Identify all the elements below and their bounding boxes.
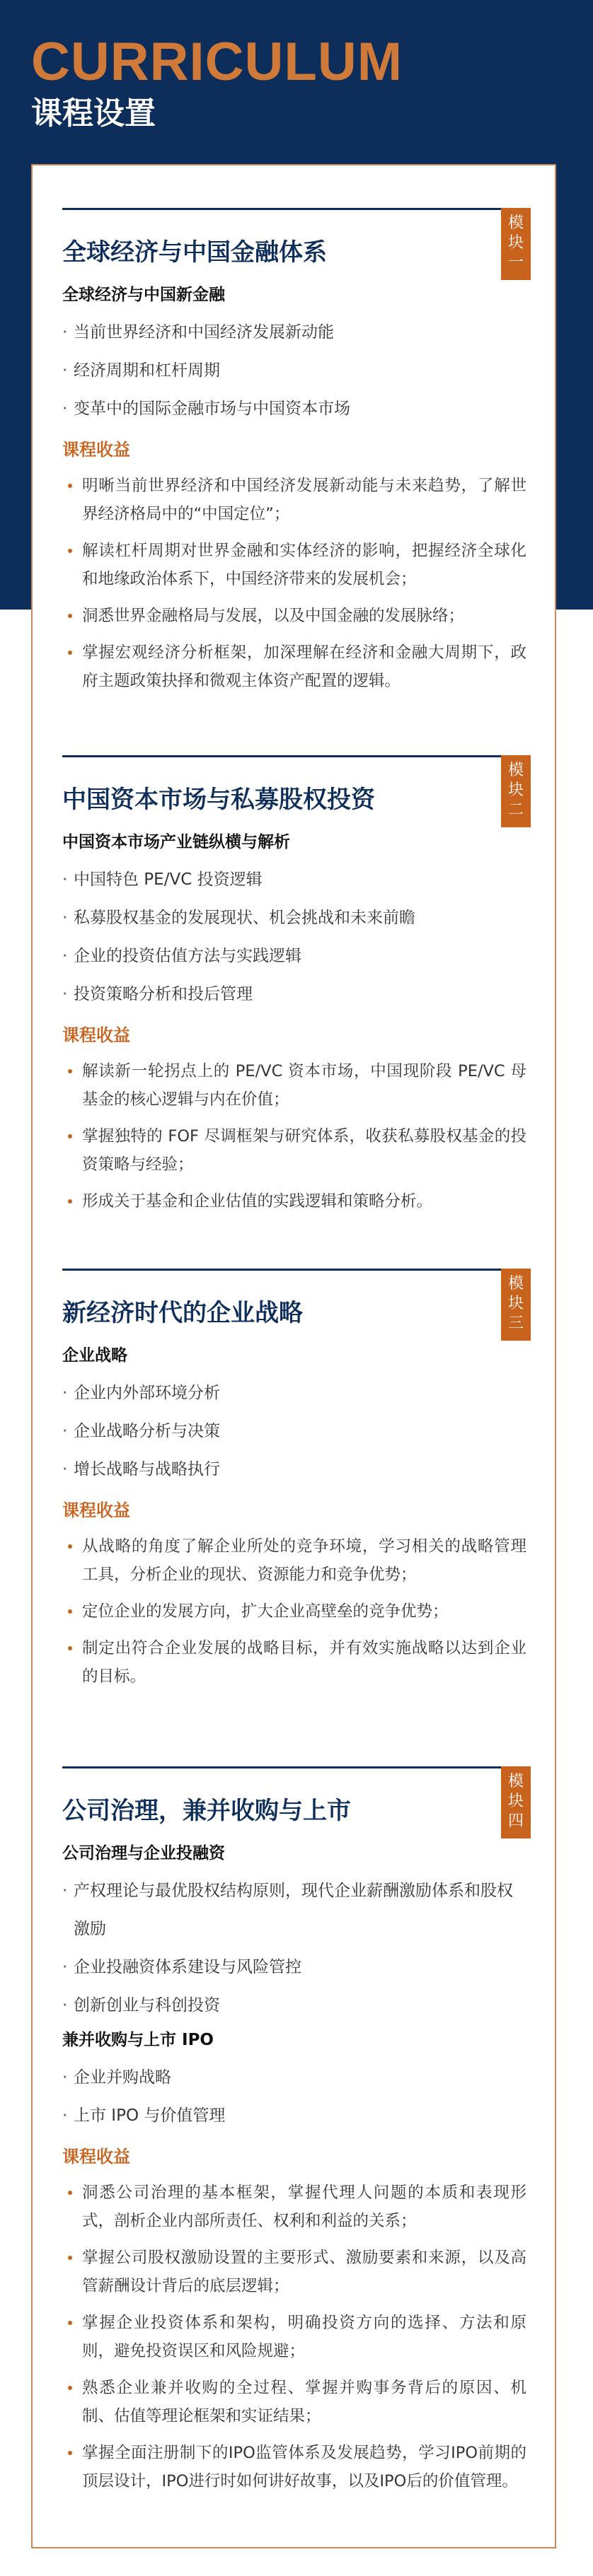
topic-item: · 私募股权基金的发展现状、机会挑战和未来前瞻 — [62, 899, 526, 937]
gain-list — [62, 2179, 526, 2495]
gain-item: 形成关于基金和企业估值的实践逻辑和策略分析。 — [62, 1187, 526, 1216]
gain-item: 洞悉世界金融格局与发展，以及中国金融的发展脉络； — [62, 602, 526, 630]
module-title: 公司治理，兼并收购与上市 — [62, 1797, 351, 1825]
module-tag-char: 模 — [507, 214, 524, 232]
gain-item: 制定出符合企业发展的战略目标，并有效实施战略以达到企业的目标。 — [62, 1634, 526, 1691]
gain-item: 掌握全面注册制下的IPO监管体系及发展趋势，学习IPO前期的顶层设计，IPO进行时如何讲好故事，以及IPO后的价值管理。 — [62, 2439, 526, 2495]
module-tag-char: 块 — [507, 781, 524, 799]
gain-item: 掌握企业投资体系和架构，明确投资方向的选择、方法和原则，避免投资误区和风险规避； — [62, 2309, 526, 2365]
topic-item: · 经济周期和杠杆周期 — [62, 351, 526, 390]
module-tag-char: 块 — [507, 1793, 524, 1810]
topic-item: · 当前世界经济和中国经济发展新动能 — [62, 313, 526, 351]
module-4 — [62, 1766, 526, 2504]
module-tag — [501, 208, 531, 280]
module-tag-char: 二 — [507, 801, 524, 819]
topic-item: · 企业并购战略 — [62, 2058, 526, 2097]
gain-heading: 课程收益 — [62, 1025, 130, 1045]
module-tag-char: 块 — [507, 1295, 524, 1312]
module-tag-char: 四 — [507, 1812, 524, 1830]
module-tag-char: 三 — [507, 1315, 524, 1332]
module-tag-char: 模 — [507, 1275, 524, 1293]
topic-list-2 — [62, 2058, 526, 2135]
curriculum-card — [31, 164, 556, 2548]
module-title: 全球经济与中国金融体系 — [62, 238, 327, 267]
gain-list — [62, 1057, 526, 1216]
topic-list — [62, 1872, 526, 2024]
gain-item: 熟悉企业兼并收购的全过程、掌握并购事务背后的原因、机制、估值等理论框架和实证结果； — [62, 2374, 526, 2430]
module-tag-char: 块 — [507, 234, 524, 252]
header-title-en: CURRICULUM — [31, 32, 403, 92]
topic-list — [62, 861, 526, 1013]
topic-list — [62, 1374, 526, 1488]
gain-list — [62, 1532, 526, 1691]
module-sub-heading: 中国资本市场产业链纵横与解析 — [62, 833, 290, 851]
module-tag — [501, 1269, 531, 1341]
module-title: 新经济时代的企业战略 — [62, 1299, 303, 1327]
gain-item: 明晰当前世界经济和中国经济发展新动能与未来趋势，了解世界经济格局中的“中国定位”； — [62, 472, 526, 528]
topic-item: · 企业投融资体系建设与风险管控 — [62, 1948, 526, 1986]
gain-list — [62, 472, 526, 695]
topic-item: · 创新创业与科创投资 — [62, 1986, 526, 2024]
gain-item: 掌握独特的 FOF 尽调框架与研究体系，收获私募股权基金的投资策略与经验； — [62, 1122, 526, 1179]
topic-item: · 产权理论与最优股权结构原则，现代企业薪酬激励体系和股权激励 — [62, 1872, 526, 1948]
gain-item: 解读新一轮拐点上的 PE/VC 资本市场，中国现阶段 PE/VC 母基金的核心逻辑与内在价值； — [62, 1057, 526, 1114]
module-sub-heading: 全球经济与中国新金融 — [62, 286, 225, 304]
topic-item: · 增长战略与战略执行 — [62, 1450, 526, 1488]
gain-item: 掌握公司股权激励设置的主要形式、激励要素和来源，以及高管薪酬设计背后的底层逻辑； — [62, 2244, 526, 2300]
topic-item: · 企业内外部环境分析 — [62, 1374, 526, 1412]
gain-item: 从战略的角度了解企业所处的竞争环境，学习相关的战略管理工具，分析企业的现状、资源能力和竞争优势； — [62, 1532, 526, 1589]
module-tag-char: 模 — [507, 1773, 524, 1790]
gain-heading: 课程收益 — [62, 1500, 130, 1520]
gain-item: 掌握宏观经济分析框架，加深理解在经济和金融大周期下，政府主题政策抉择和微观主体资产配置的逻辑。 — [62, 639, 526, 695]
module-tag-char: 模 — [507, 762, 524, 779]
module-2 — [62, 755, 526, 1224]
topic-item: · 中国特色 PE/VC 投资逻辑 — [62, 861, 526, 899]
topic-item: · 上市 IPO 与价值管理 — [62, 2097, 526, 2135]
topic-item: · 企业战略分析与决策 — [62, 1412, 526, 1450]
topic-item: · 投资策略分析和投后管理 — [62, 975, 526, 1013]
gain-item: 定位企业的发展方向，扩大企业高壁垒的竞争优势； — [62, 1597, 526, 1626]
module-tag — [501, 755, 531, 827]
page-header — [31, 33, 569, 134]
topic-list — [62, 313, 526, 428]
module-1 — [62, 208, 526, 704]
module-tag-char: 一 — [507, 254, 524, 272]
module-sub-heading: 企业战略 — [62, 1346, 127, 1365]
header-title-cn: 课程设置 — [31, 95, 156, 132]
module-3 — [62, 1269, 526, 1699]
gain-item: 解读杠杆周期对世界金融和实体经济的影响，把握经济全球化和地缘政治体系下，中国经济带来的发展机会； — [62, 537, 526, 593]
topic-item: · 企业的投资估值方法与实践逻辑 — [62, 937, 526, 975]
module-sub-heading: 公司治理与企业投融资 — [62, 1844, 225, 1863]
module-title: 中国资本市场与私募股权投资 — [62, 786, 375, 814]
module-sub-heading-2: 兼并收购与上市 IPO — [62, 2031, 214, 2049]
module-tag — [501, 1766, 531, 1838]
topic-item: · 变革中的国际金融市场与中国资本市场 — [62, 390, 526, 428]
gain-heading: 课程收益 — [62, 440, 130, 460]
gain-item: 洞悉公司治理的基本框架，掌握代理人问题的本质和表现形式，剖析企业内部所责任、权利和利益的关系； — [62, 2179, 526, 2235]
gain-heading: 课程收益 — [62, 2147, 130, 2167]
